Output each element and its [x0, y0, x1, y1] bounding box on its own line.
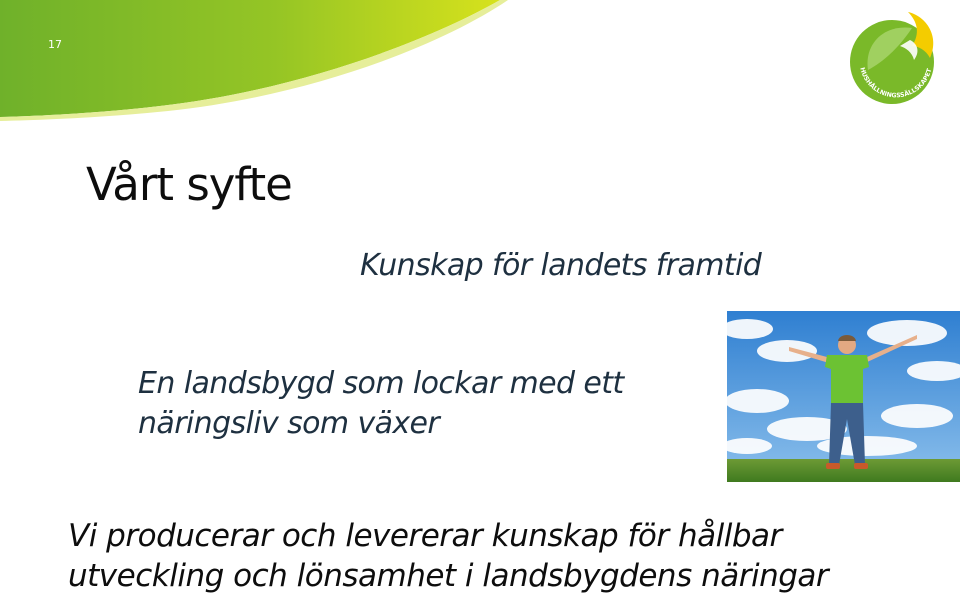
hero-photo	[727, 311, 960, 482]
vision-line: näringsliv som växer	[138, 406, 440, 441]
logo-text: HUSHÅLLNINGSSÄLLSKAPET	[858, 66, 934, 100]
purpose-line: utveckling och lönsamhet i landsbygdens näringar	[68, 558, 829, 594]
slide-number: 17	[48, 38, 62, 51]
purpose-line: Vi producerar och levererar kunskap för hållbar	[68, 518, 782, 554]
motto-text: Kunskap för landets framtid	[360, 248, 762, 283]
purpose-statement	[68, 516, 948, 596]
organization-logo	[846, 10, 942, 106]
vision-line: En landsbygd som lockar med ett	[138, 366, 624, 401]
vision-text	[138, 364, 718, 444]
slide-title: Vårt syfte	[86, 158, 292, 211]
header-banner	[0, 0, 960, 130]
